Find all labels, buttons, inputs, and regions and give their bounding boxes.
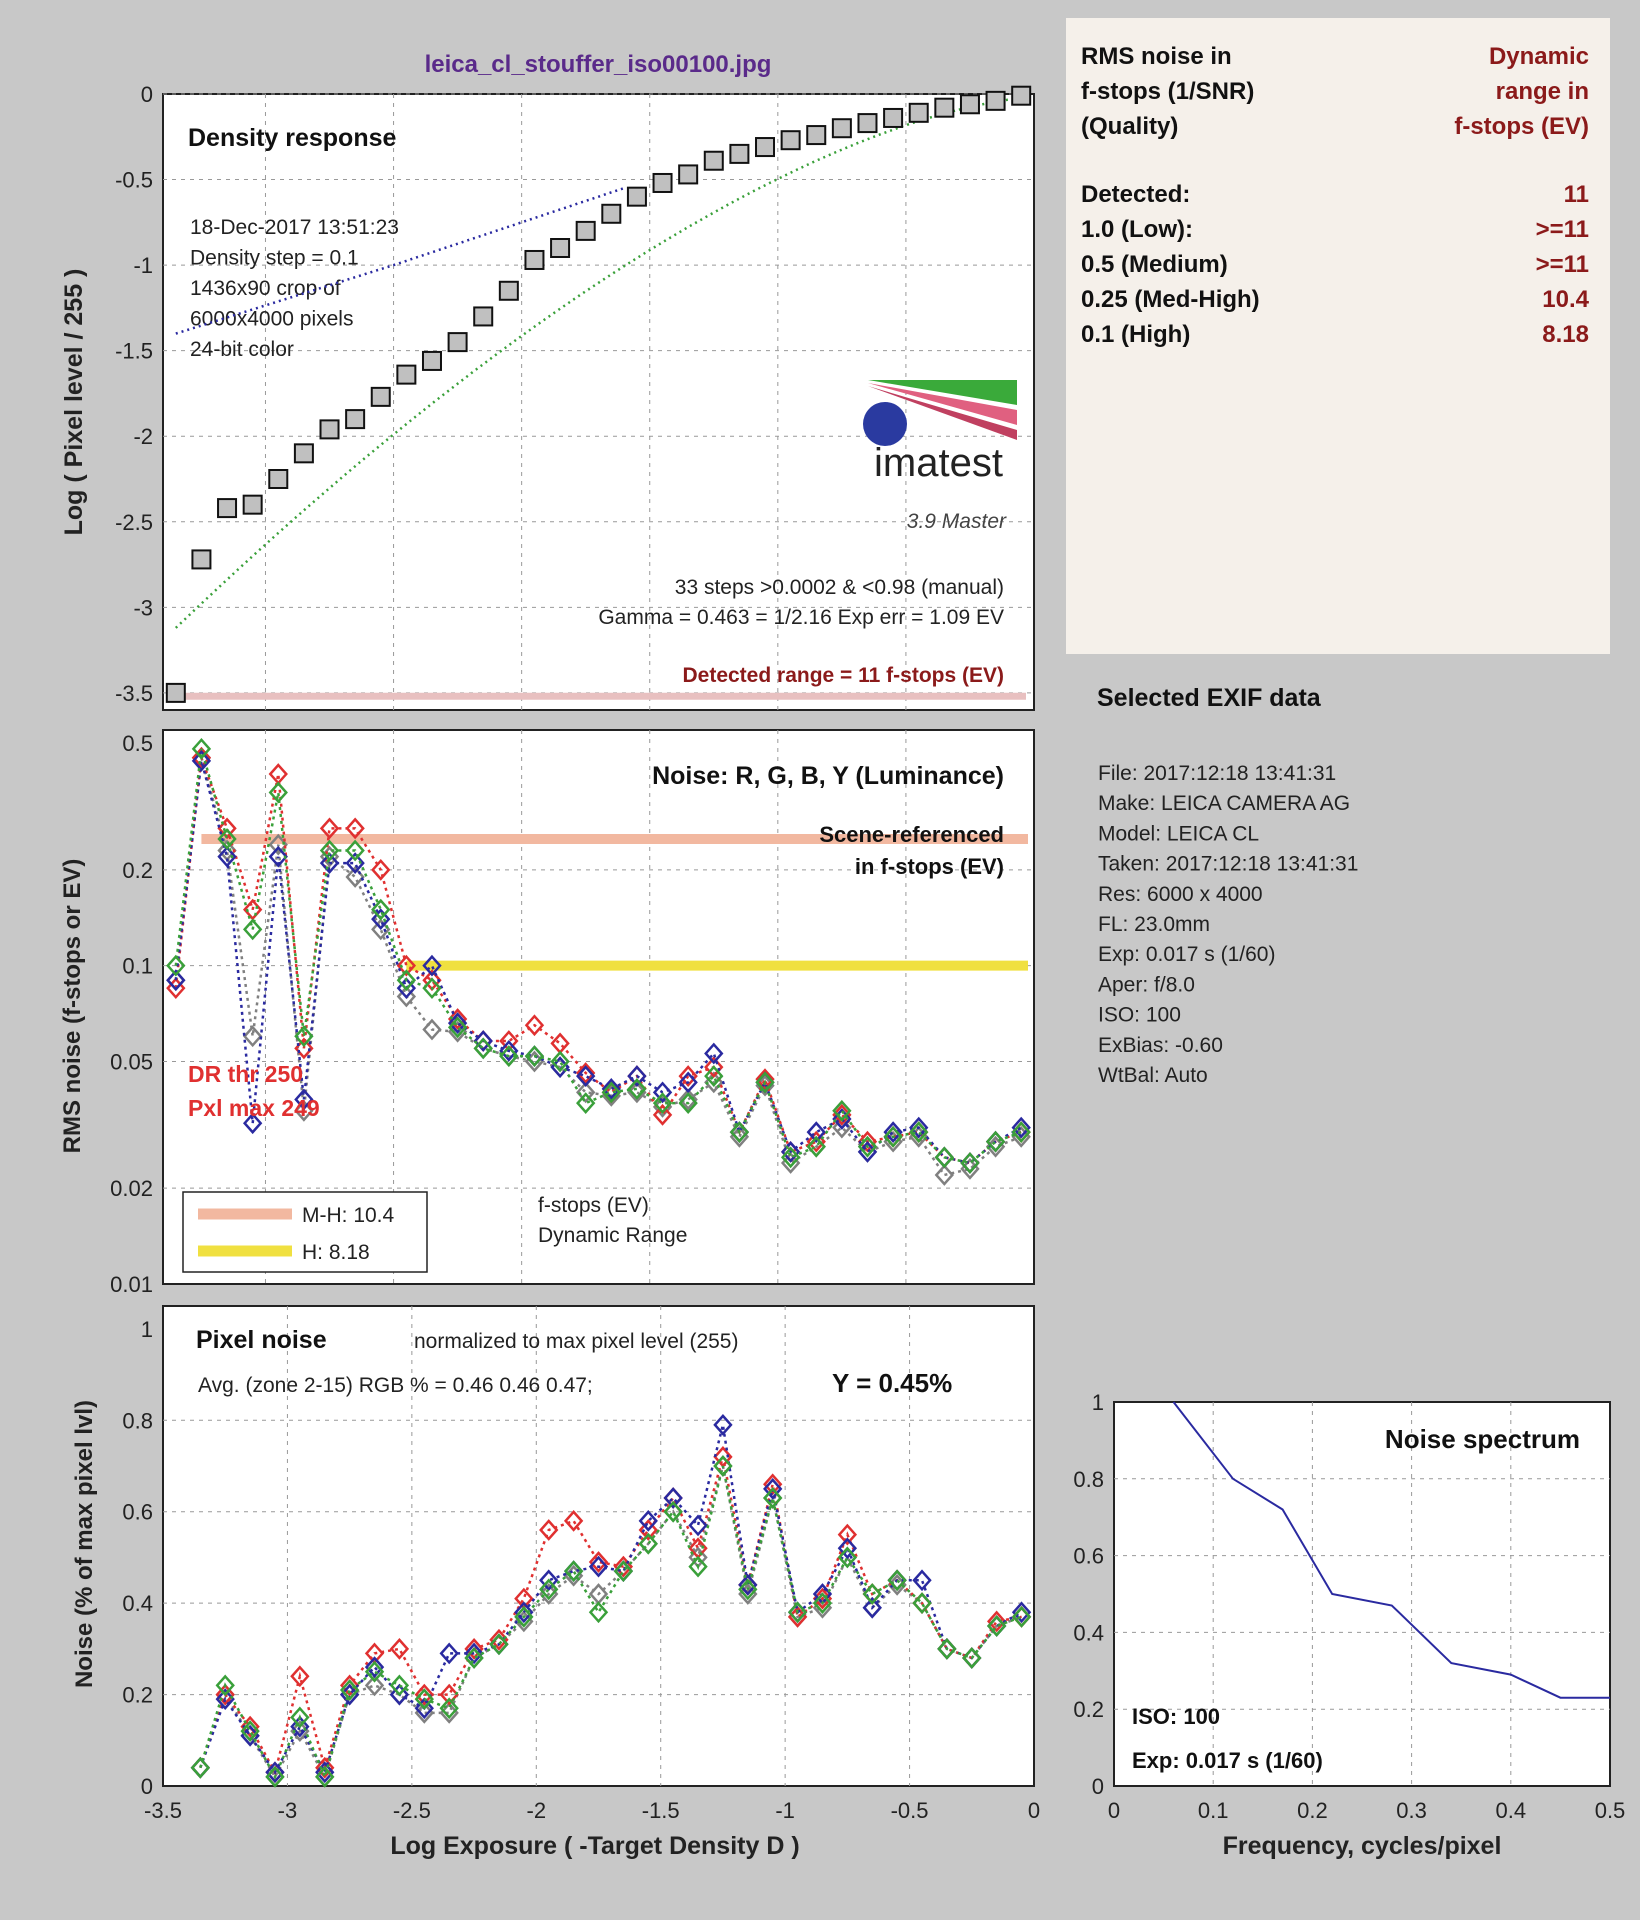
legend-label-mh: M-H: 10.4 xyxy=(302,1204,395,1227)
density-note-4: 24-bit color xyxy=(190,338,294,361)
density-point xyxy=(449,333,467,351)
density-point xyxy=(321,420,339,438)
info-right-header-2: f-stops (EV) xyxy=(1454,113,1589,140)
pixel-ytick-label: 1 xyxy=(140,1316,153,1342)
density-ytick-label: -2 xyxy=(133,424,153,450)
pixel-xtick-label: -3 xyxy=(277,1798,298,1823)
spectrum-title: Noise spectrum xyxy=(1384,1424,1580,1454)
density-title: Density response xyxy=(188,124,397,152)
info-row-label-2: 0.5 (Medium) xyxy=(1081,251,1228,278)
logo-word: imatest xyxy=(874,441,1003,485)
density-point xyxy=(910,104,928,122)
spectrum-xtick-label: 0.4 xyxy=(1495,1798,1527,1823)
steps-text: 33 steps >0.0002 & <0.98 (manual) xyxy=(674,576,1004,599)
density-point xyxy=(705,152,723,170)
info-box xyxy=(1066,18,1610,654)
density-point xyxy=(602,205,620,223)
exif-line-8: ISO: 100 xyxy=(1098,1003,1181,1027)
density-point xyxy=(858,114,876,132)
density-point xyxy=(935,99,953,117)
exif-line-3: Taken: 2017:12:18 13:41:31 xyxy=(1098,852,1359,876)
density-note-0: 18-Dec-2017 13:51:23 xyxy=(190,216,399,239)
file-title: leica_cl_stouffer_iso00100.jpg xyxy=(424,51,772,78)
density-point xyxy=(730,145,748,163)
info-row-label-4: 0.1 (High) xyxy=(1081,321,1191,348)
density-point xyxy=(782,131,800,149)
pixel-ytick-label: 0.2 xyxy=(122,1682,153,1708)
pixel-noise-panel xyxy=(71,1306,1040,1860)
exif-line-2: Model: LEICA CL xyxy=(1098,822,1260,846)
exif-line-7: Aper: f/8.0 xyxy=(1098,973,1195,997)
exif-line-1: Make: LEICA CAMERA AG xyxy=(1098,792,1351,816)
spectrum-xtick-label: 0.5 xyxy=(1594,1798,1626,1823)
info-right-header-0: Dynamic xyxy=(1488,43,1589,70)
detected-range-text: Detected range = 11 f-stops (EV) xyxy=(682,664,1004,687)
info-row-label-1: 1.0 (Low): xyxy=(1081,216,1193,243)
density-point xyxy=(423,352,441,370)
density-point xyxy=(474,307,492,325)
pixel-noise-ylabel: Noise (% of max pixel lvl) xyxy=(71,1399,98,1689)
density-point xyxy=(525,251,543,269)
density-point xyxy=(679,165,697,183)
exif-line-6: Exp: 0.017 s (1/60) xyxy=(1098,943,1276,967)
spectrum-xtick-label: 0.2 xyxy=(1297,1798,1328,1823)
exif-line-5: FL: 23.0mm xyxy=(1098,913,1211,936)
info-right-header-1: range in xyxy=(1495,78,1589,105)
pixel-xtick-label: -2.5 xyxy=(392,1798,431,1823)
density-point xyxy=(654,174,672,192)
exif-line-9: ExBias: -0.60 xyxy=(1098,1033,1223,1057)
pixel-max-text: Pxl max 249 xyxy=(188,1095,320,1121)
density-point xyxy=(192,550,210,568)
noise-ytick-label: 0.2 xyxy=(122,857,153,883)
density-point xyxy=(1012,87,1030,105)
exif-line-0: File: 2017:12:18 13:41:31 xyxy=(1098,762,1337,785)
density-panel xyxy=(60,82,1034,710)
y-noise-value: Y = 0.45% xyxy=(832,1368,953,1398)
dr-threshold-text: DR thr 250 xyxy=(188,1061,304,1087)
density-point xyxy=(884,109,902,127)
pixel-ytick-label: 0.8 xyxy=(122,1408,153,1434)
spectrum-panel xyxy=(1073,1390,1625,1860)
density-point xyxy=(551,239,569,257)
info-row-value-2: >=11 xyxy=(1535,251,1589,278)
density-point xyxy=(244,496,262,514)
exif-line-10: WtBal: Auto xyxy=(1098,1064,1208,1087)
pixel-xtick-label: -1 xyxy=(775,1798,795,1823)
density-point xyxy=(295,444,313,462)
density-ytick-label: -2.5 xyxy=(115,509,153,535)
spectrum-ytick-label: 0.8 xyxy=(1073,1466,1104,1492)
noise-ytick-label: 0.05 xyxy=(110,1049,153,1075)
info-row-value-1: >=11 xyxy=(1535,216,1589,243)
legend-label-h: H: 8.18 xyxy=(302,1241,370,1264)
spectrum-ytick-label: 0.4 xyxy=(1073,1620,1104,1646)
spectrum-ytick-label: 0 xyxy=(1091,1774,1104,1799)
avg-rgb-text: Avg. (zone 2-15) RGB % = 0.46 0.46 0.47; xyxy=(198,1374,593,1397)
noise-ytick-label: 0.5 xyxy=(122,731,153,757)
gamma-text: Gamma = 0.463 = 1/2.16 Exp err = 1.09 EV xyxy=(598,606,1004,629)
info-left-header-1: f-stops (1/SNR) xyxy=(1081,78,1255,105)
pixel-ytick-label: 0.6 xyxy=(122,1499,153,1525)
density-point xyxy=(500,282,518,300)
density-point xyxy=(628,188,646,206)
density-ytick-label: 0 xyxy=(140,82,153,107)
pixel-noise-xlabel: Log Exposure ( -Target Density D ) xyxy=(390,1832,800,1860)
density-point xyxy=(577,222,595,240)
info-row-value-0: 11 xyxy=(1563,181,1589,208)
pixel-noise-subtitle: normalized to max pixel level (255) xyxy=(414,1330,739,1353)
scene-ref-line1: Scene-referenced xyxy=(819,822,1004,847)
density-point xyxy=(987,92,1005,110)
noise-ylabel: RMS noise (f-stops or EV) xyxy=(59,858,86,1154)
info-left-header-2: (Quality) xyxy=(1081,113,1179,140)
pixel-ytick-label: 0 xyxy=(140,1774,153,1799)
pixel-xtick-label: -3.5 xyxy=(144,1798,182,1823)
exif-title: Selected EXIF data xyxy=(1097,684,1321,712)
density-ytick-label: -0.5 xyxy=(115,167,153,193)
density-point xyxy=(346,410,364,428)
noise-title: Noise: R, G, B, Y (Luminance) xyxy=(652,762,1004,790)
pixel-noise-title: Pixel noise xyxy=(196,1326,327,1354)
density-point xyxy=(807,126,825,144)
spectrum-xlabel: Frequency, cycles/pixel xyxy=(1222,1832,1502,1860)
pixel-xtick-label: -1.5 xyxy=(641,1798,680,1823)
info-row-value-4: 8.18 xyxy=(1542,321,1589,348)
density-ylabel: Log ( Pixel level / 255 ) xyxy=(60,268,88,536)
scene-ref-line2: in f-stops (EV) xyxy=(854,854,1004,879)
legend-note-line1: f-stops (EV) xyxy=(538,1194,649,1217)
spectrum-ytick-label: 1 xyxy=(1091,1390,1104,1415)
noise-ytick-label: 0.01 xyxy=(110,1272,153,1297)
spectrum-xtick-label: 0.1 xyxy=(1197,1798,1229,1823)
density-note-2: 1436x90 crop of xyxy=(190,277,341,300)
density-ytick-label: -3 xyxy=(133,595,153,621)
noise-ytick-label: 0.1 xyxy=(122,953,153,979)
density-point xyxy=(167,684,185,702)
info-row-value-3: 10.4 xyxy=(1542,286,1589,313)
density-point xyxy=(218,499,236,517)
pixel-ytick-label: 0.4 xyxy=(122,1591,153,1617)
density-ytick-label: -3.5 xyxy=(115,680,153,706)
info-row-label-3: 0.25 (Med-High) xyxy=(1081,286,1260,313)
info-left-header-0: RMS noise in xyxy=(1081,43,1232,70)
spectrum-ytick-label: 0.2 xyxy=(1073,1697,1104,1723)
density-ytick-label: -1.5 xyxy=(115,338,153,364)
pixel-xtick-label: -0.5 xyxy=(890,1798,929,1823)
pixel-xtick-label: 0 xyxy=(1027,1798,1041,1823)
spectrum-ytick-label: 0.6 xyxy=(1073,1543,1104,1569)
density-point xyxy=(269,470,287,488)
logo-version: 3.9 Master xyxy=(906,510,1006,533)
exif-line-4: Res: 6000 x 4000 xyxy=(1098,882,1263,906)
density-note-1: Density step = 0.1 xyxy=(190,246,359,270)
density-point xyxy=(961,95,979,113)
exif-panel xyxy=(1097,684,1358,1087)
density-ytick-label: -1 xyxy=(133,253,153,279)
spectrum-xtick-label: 0.3 xyxy=(1396,1798,1427,1823)
spectrum-exp: Exp: 0.017 s (1/60) xyxy=(1132,1748,1323,1773)
density-point xyxy=(397,366,415,384)
density-point xyxy=(833,119,851,137)
noise-ytick-label: 0.02 xyxy=(110,1176,153,1202)
density-note-3: 6000x4000 pixels xyxy=(190,307,354,331)
noise-legend xyxy=(183,1192,427,1272)
density-point xyxy=(756,138,774,156)
noise-panel xyxy=(59,730,1034,1297)
info-row-label-0: Detected: xyxy=(1081,181,1191,208)
logo-circle-icon xyxy=(863,402,907,446)
legend-note-line2: Dynamic Range xyxy=(538,1224,688,1247)
spectrum-xtick-label: 0 xyxy=(1107,1798,1121,1823)
pixel-xtick-label: -2 xyxy=(526,1798,547,1823)
density-point xyxy=(372,388,390,406)
spectrum-iso: ISO: 100 xyxy=(1132,1704,1221,1729)
